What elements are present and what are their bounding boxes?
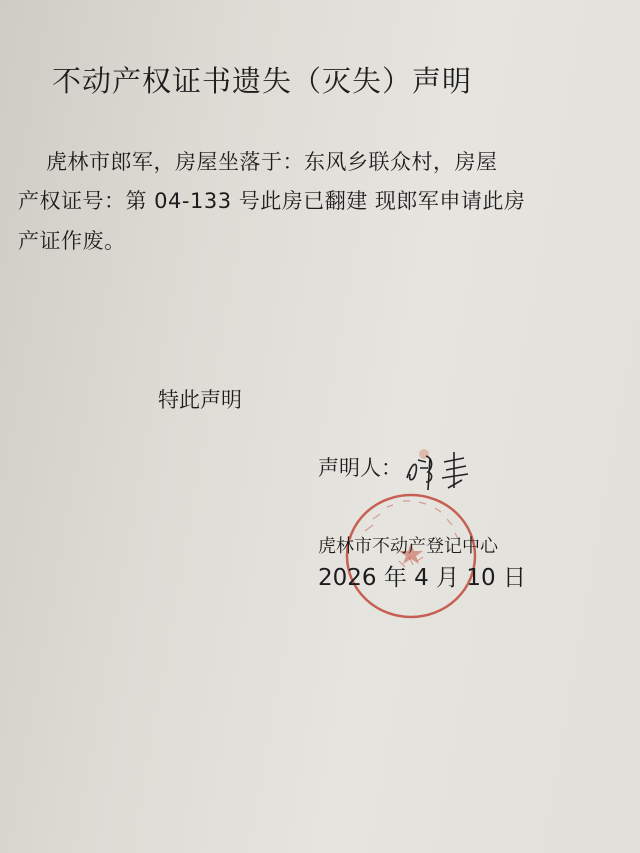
declarant-label: 声明人：: [318, 456, 402, 480]
declaration-text: 特此声明: [158, 388, 242, 412]
organization-name: 虎林市不动产登记中心: [318, 536, 498, 557]
declaration-date: 2026 年 4 月 10 日: [318, 565, 526, 591]
document-title: 不动产权证书遗失（灭失）声明: [52, 64, 473, 98]
signature: [404, 448, 484, 493]
body-line-2: 产权证号：第 04-133 号此房已翻建 现郎军申请此房: [18, 189, 526, 213]
body-line-3: 产证作废。: [18, 229, 126, 253]
body-line-1: 虎林市郎军，房屋坐落于：东风乡联众村，房屋: [46, 150, 498, 174]
